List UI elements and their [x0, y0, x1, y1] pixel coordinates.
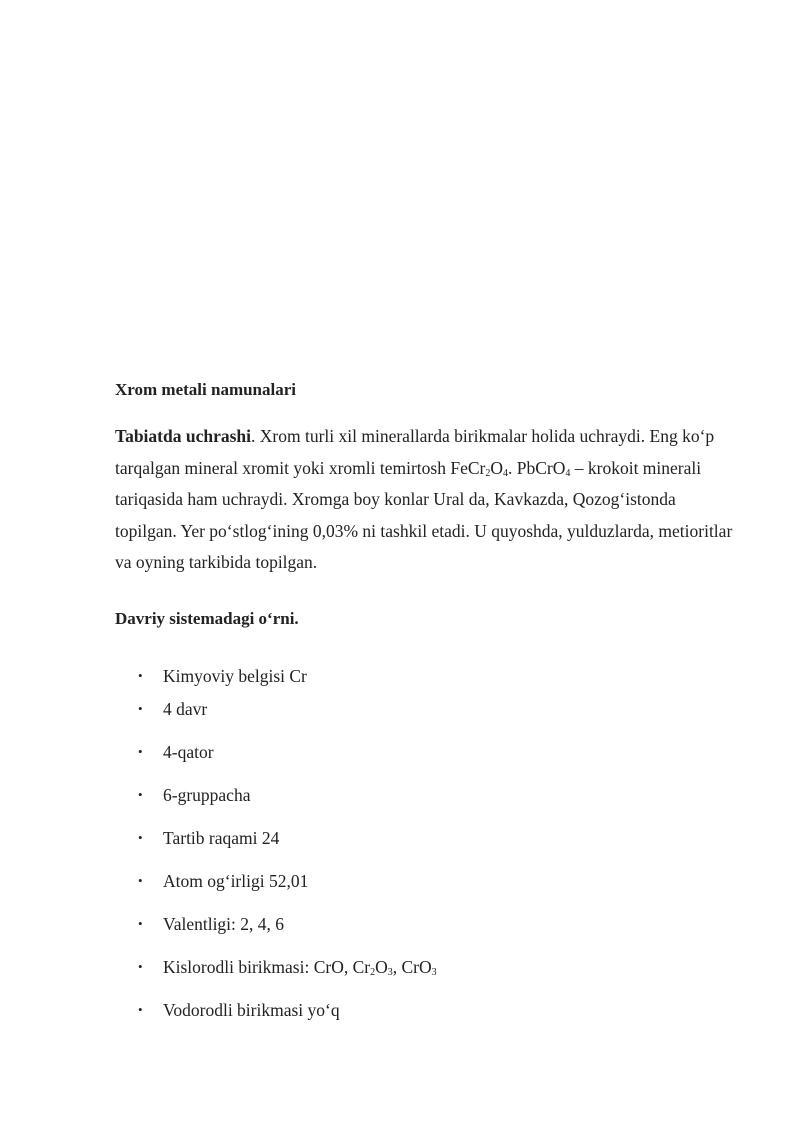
subscript: 3: [387, 967, 393, 978]
paragraph-text: . PbCrO: [508, 457, 566, 478]
bullet-icon: •: [138, 1002, 143, 1017]
list-item-text: 6-gruppacha: [163, 785, 251, 805]
bullet-icon: •: [138, 959, 143, 974]
paragraph-lead: Tabiatda uchrashi: [115, 426, 252, 446]
formula-text: , CrO: [392, 957, 432, 977]
list-item: [138, 826, 280, 850]
list-item-text: Tartib raqami 24: [163, 828, 280, 848]
list-item-text: 4 davr: [163, 699, 208, 719]
image-caption: Xrom metali namunalari: [115, 380, 297, 399]
list-item: [138, 998, 340, 1022]
section-heading: Davriy sistemadagi o‘rni.: [115, 609, 299, 628]
bullet-icon: •: [138, 830, 143, 845]
bullet-icon: •: [138, 744, 143, 759]
bullet-icon: •: [138, 873, 143, 888]
bullet-icon: •: [138, 916, 143, 931]
subscript: 3: [431, 967, 437, 978]
list-item-text: Vodorodli birikmasi yo‘q: [163, 1000, 340, 1020]
paragraph-text: . Xrom turli xil minerallarda birikmalar holida uchraydi. Eng ko‘p tarqalgan mineral xromit yoki xromli temirtosh FeCr: [115, 426, 715, 478]
list-item-text: 4-qator: [163, 742, 214, 762]
list-item: [138, 664, 307, 688]
list-item-text: Atom og‘irligi 52,01: [163, 871, 309, 891]
subscript: 2: [370, 967, 376, 978]
subscript: 4: [565, 467, 571, 479]
list-item: [138, 740, 214, 764]
formula-text: Kislorodli birikmasi: CrO, Cr: [163, 957, 371, 977]
list-item: [138, 912, 285, 936]
bullet-icon: •: [138, 668, 143, 683]
list-item: [138, 869, 309, 893]
paragraph-text: – krokoit minerali tariqasida ham uchraydi. Xromga boy konlar Ural da, Kavkazda, Qozog‘istonda topilgan. Yer po‘stlog‘ining 0,03% ni tashkil etadi. U quyoshda, yulduzlarda, metioritlar va oyning tarkibida topilgan.: [115, 457, 733, 572]
list-item: [138, 783, 251, 807]
list-item: [138, 955, 437, 979]
bullet-icon: •: [138, 787, 143, 802]
list-item-text: [163, 957, 437, 977]
list-item: [138, 697, 208, 721]
bullet-icon: •: [138, 701, 143, 716]
subscript: 4: [503, 467, 508, 479]
paragraph-text: O: [490, 457, 503, 478]
occurrence-paragraph: [115, 421, 740, 579]
list-item-text: Valentligi: 2, 4, 6: [163, 914, 285, 934]
list-item-text: Kimyoviy belgisi Cr: [163, 666, 307, 686]
formula-text: O: [375, 957, 388, 977]
subscript: 2: [485, 467, 491, 479]
